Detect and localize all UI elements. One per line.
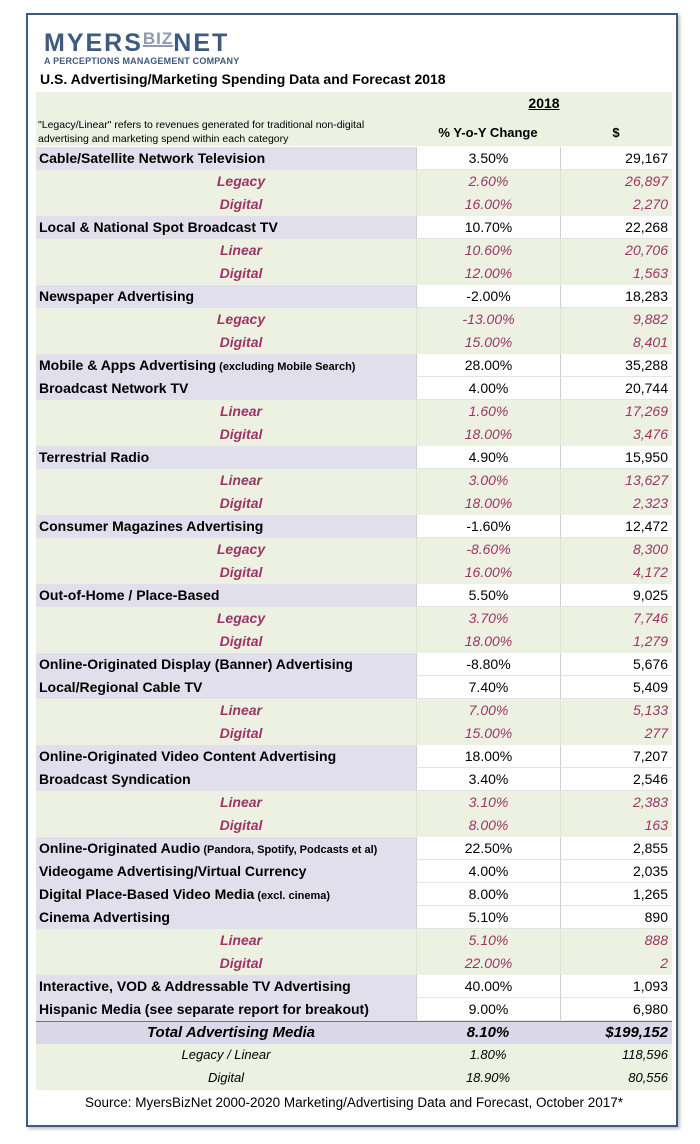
category-cell — [36, 768, 416, 791]
yoy-change-cell: 3.70% — [416, 607, 560, 630]
category-cell — [36, 998, 416, 1021]
category-cell — [36, 239, 416, 262]
total-dollars: 118,596 — [621, 1047, 668, 1062]
dollars-cell: 18,283 — [560, 285, 672, 308]
category-cell — [36, 906, 416, 929]
category-cell — [36, 791, 416, 814]
category-label: Legacy — [216, 173, 266, 189]
category-label: Interactive, VOD & Addressable TV Advertising — [39, 978, 351, 994]
category-label: Broadcast Syndication — [39, 771, 191, 787]
subcategory-row — [36, 262, 672, 285]
subcategory-row — [36, 699, 672, 722]
category-row — [36, 446, 672, 469]
category-label: Newspaper Advertising — [39, 288, 195, 304]
legacy-linear-note: "Legacy/Linear" refers to revenues generated for traditional non-digital advertising and marketing spend within each category — [38, 119, 365, 145]
yoy-change-cell: 4.00% — [416, 377, 560, 400]
logo-wordmark: MYERSBIZNET — [44, 29, 230, 57]
category-row — [36, 975, 672, 998]
category-label: Online-Originated Video Content Advertising — [39, 748, 337, 764]
total-label: Total Advertising Media — [146, 1024, 316, 1041]
category-label: Digital — [219, 334, 263, 350]
yoy-change-cell: 5.10% — [416, 929, 560, 952]
subcategory-row — [36, 929, 672, 952]
dollars-cell: 890 — [560, 906, 672, 929]
category-cell — [36, 469, 416, 492]
dollars-cell: 888 — [560, 929, 672, 952]
dollars-cell: 13,627 — [560, 469, 672, 492]
category-cell — [36, 515, 416, 538]
category-row — [36, 285, 672, 308]
yoy-change-cell: 18.00% — [416, 745, 560, 768]
category-label: Linear — [219, 932, 262, 948]
subcategory-row — [36, 630, 672, 653]
yoy-change-cell: 5.50% — [416, 584, 560, 607]
total-change: 1.80% — [469, 1047, 507, 1062]
dollars-cell: 277 — [560, 722, 672, 745]
yoy-change-cell: 8.00% — [416, 883, 560, 906]
subcategory-row — [36, 561, 672, 584]
yoy-change-cell: 3.50% — [416, 147, 560, 170]
total-change: 18.90% — [465, 1070, 511, 1085]
category-note: (Pandora, Spotify, Podcasts et al) — [200, 844, 378, 856]
dollars-cell: 5,676 — [560, 653, 672, 676]
dollars-cell: 7,746 — [560, 607, 672, 630]
dollars-cell: 1,563 — [560, 262, 672, 285]
dollars-cell: 2,855 — [560, 837, 672, 860]
category-cell — [36, 676, 416, 699]
total-dollars: 80,556 — [628, 1070, 668, 1085]
category-cell — [36, 722, 416, 745]
yoy-change-cell: 15.00% — [416, 722, 560, 745]
yoy-change-cell: 16.00% — [416, 193, 560, 216]
logo-tagline: A PERCEPTIONS MANAGEMENT COMPANY — [44, 56, 240, 66]
yoy-change-cell: 18.00% — [416, 492, 560, 515]
category-row — [36, 906, 672, 929]
category-cell — [36, 423, 416, 446]
category-cell — [36, 147, 416, 170]
column-header-dollars: $ — [612, 125, 620, 140]
total-row — [36, 1021, 672, 1045]
dollars-cell: 9,882 — [560, 308, 672, 331]
category-label: Legacy — [216, 541, 266, 557]
category-cell — [36, 952, 416, 975]
category-row — [36, 998, 672, 1021]
category-label: Legacy — [216, 311, 266, 327]
category-row — [36, 860, 672, 883]
category-cell — [36, 561, 416, 584]
category-label: Cable/Satellite Network Television — [39, 150, 266, 166]
total-breakdown-row — [36, 1044, 672, 1067]
category-cell — [36, 377, 416, 400]
subcategory-row — [36, 469, 672, 492]
category-label: Linear — [219, 403, 262, 419]
yoy-change-cell: 9.00% — [416, 998, 560, 1021]
dollars-cell: 5,133 — [560, 699, 672, 722]
yoy-change-cell: 10.70% — [416, 216, 560, 239]
yoy-change-cell: 7.00% — [416, 699, 560, 722]
dollars-cell: 2 — [560, 952, 672, 975]
category-label: Online-Originated Audio (Pandora, Spotify, Podcasts et al) — [39, 840, 378, 856]
dollars-cell: 22,268 — [560, 216, 672, 239]
dollars-cell: 8,300 — [560, 538, 672, 561]
dollars-cell: 7,207 — [560, 745, 672, 768]
yoy-change-cell: 22.00% — [416, 952, 560, 975]
category-label: Digital — [219, 196, 263, 212]
category-row — [36, 837, 672, 860]
category-label: Digital — [219, 955, 263, 971]
yoy-change-cell: 15.00% — [416, 331, 560, 354]
column-header-change: % Y-o-Y Change — [438, 125, 538, 140]
category-label: Digital Place-Based Video Media (excl. cinema) — [39, 886, 331, 902]
dollars-cell: 2,035 — [560, 860, 672, 883]
dollars-cell: 6,980 — [560, 998, 672, 1021]
category-cell — [36, 745, 416, 768]
source-note: Source: MyersBizNet 2000-2020 Marketing/Advertising Data and Forecast, October 2017* — [84, 1095, 624, 1110]
yoy-change-cell: 10.60% — [416, 239, 560, 262]
category-label: Digital — [219, 725, 263, 741]
category-cell — [36, 216, 416, 239]
category-label: Digital — [219, 817, 263, 833]
dollars-cell: 12,472 — [560, 515, 672, 538]
category-row — [36, 147, 672, 170]
report-title: U.S. Advertising/Marketing Spending Data and Forecast 2018 — [40, 71, 446, 87]
category-label: Hispanic Media (see separate report for breakout) — [39, 1001, 369, 1017]
category-cell — [36, 929, 416, 952]
category-row — [36, 653, 672, 676]
category-cell — [36, 860, 416, 883]
yoy-change-cell: 7.40% — [416, 676, 560, 699]
yoy-change-cell: 4.90% — [416, 446, 560, 469]
category-label: Consumer Magazines Advertising — [39, 518, 264, 534]
category-label: Digital — [219, 564, 263, 580]
yoy-change-cell: -8.60% — [416, 538, 560, 561]
yoy-change-cell: 18.00% — [416, 423, 560, 446]
category-cell — [36, 285, 416, 308]
subcategory-row — [36, 400, 672, 423]
total-dollars: $199,152 — [605, 1024, 668, 1041]
dollars-cell: 1,279 — [560, 630, 672, 653]
category-row — [36, 377, 672, 400]
category-label: Digital — [219, 426, 263, 442]
yoy-change-cell: -13.00% — [416, 308, 560, 331]
category-row — [36, 883, 672, 906]
category-cell — [36, 837, 416, 860]
category-cell — [36, 308, 416, 331]
company-logo — [44, 26, 239, 66]
category-label: Out-of-Home / Place-Based — [39, 587, 220, 603]
dollars-cell: 15,950 — [560, 446, 672, 469]
yoy-change-cell: 4.00% — [416, 860, 560, 883]
subcategory-row — [36, 492, 672, 515]
subcategory-row — [36, 538, 672, 561]
dollars-cell: 2,546 — [560, 768, 672, 791]
category-cell — [36, 975, 416, 998]
category-cell — [36, 699, 416, 722]
total-breakdown-row — [36, 1067, 672, 1090]
category-note: (excl. cinema) — [254, 890, 331, 902]
subcategory-row — [36, 239, 672, 262]
category-label: Linear — [219, 702, 262, 718]
total-label: Legacy / Linear — [181, 1047, 271, 1062]
category-label: Terrestrial Radio — [39, 449, 150, 465]
subcategory-row — [36, 193, 672, 216]
category-label: Cinema Advertising — [39, 909, 170, 925]
category-row — [36, 515, 672, 538]
category-row — [36, 768, 672, 791]
category-cell — [36, 446, 416, 469]
table-header — [36, 92, 672, 146]
yoy-change-cell: -1.60% — [416, 515, 560, 538]
dollars-cell: 4,172 — [560, 561, 672, 584]
dollars-cell: 3,476 — [560, 423, 672, 446]
category-cell — [36, 630, 416, 653]
category-row — [36, 676, 672, 699]
category-cell — [36, 193, 416, 216]
category-row — [36, 745, 672, 768]
category-label: Videogame Advertising/Virtual Currency — [39, 863, 307, 879]
category-label: Digital — [219, 495, 263, 511]
category-cell — [36, 814, 416, 837]
category-label: Broadcast Network TV — [39, 380, 189, 396]
yoy-change-cell: 22.50% — [416, 837, 560, 860]
category-label: Local & National Spot Broadcast TV — [39, 219, 278, 235]
subcategory-row — [36, 791, 672, 814]
total-label: Digital — [207, 1070, 245, 1085]
subcategory-row — [36, 170, 672, 193]
category-label: Mobile & Apps Advertising (excluding Mobile Search) — [39, 357, 356, 373]
year-header: 2018 — [528, 95, 560, 111]
dollars-cell: 20,744 — [560, 377, 672, 400]
total-change: 8.10% — [466, 1024, 510, 1041]
dollars-cell: 2,323 — [560, 492, 672, 515]
dollars-cell: 26,897 — [560, 170, 672, 193]
category-row — [36, 584, 672, 607]
yoy-change-cell: 3.40% — [416, 768, 560, 791]
subcategory-row — [36, 722, 672, 745]
category-cell — [36, 170, 416, 193]
category-cell — [36, 653, 416, 676]
yoy-change-cell: 2.60% — [416, 170, 560, 193]
dollars-cell: 17,269 — [560, 400, 672, 423]
dollars-cell: 20,706 — [560, 239, 672, 262]
category-cell — [36, 883, 416, 906]
subcategory-row — [36, 952, 672, 975]
yoy-change-cell: 3.10% — [416, 791, 560, 814]
category-label: Digital — [219, 633, 263, 649]
yoy-change-cell: 1.60% — [416, 400, 560, 423]
dollars-cell: 163 — [560, 814, 672, 837]
category-cell — [36, 584, 416, 607]
category-label: Linear — [219, 794, 262, 810]
category-label: Digital — [219, 265, 263, 281]
category-label: Linear — [219, 242, 262, 258]
subcategory-row — [36, 308, 672, 331]
category-label: Linear — [219, 472, 262, 488]
yoy-change-cell: 3.00% — [416, 469, 560, 492]
category-label: Online-Originated Display (Banner) Advertising — [39, 656, 353, 672]
category-label: Legacy — [216, 610, 266, 626]
category-label: Local/Regional Cable TV — [39, 679, 203, 695]
category-cell — [36, 538, 416, 561]
dollars-cell: 1,093 — [560, 975, 672, 998]
category-cell — [36, 262, 416, 285]
category-cell — [36, 607, 416, 630]
category-cell — [36, 354, 416, 377]
dollars-cell: 2,270 — [560, 193, 672, 216]
dollars-cell: 9,025 — [560, 584, 672, 607]
subcategory-row — [36, 607, 672, 630]
yoy-change-cell: 16.00% — [416, 561, 560, 584]
dollars-cell: 29,167 — [560, 147, 672, 170]
subcategory-row — [36, 331, 672, 354]
dollars-cell: 8,401 — [560, 331, 672, 354]
subcategory-row — [36, 814, 672, 837]
subcategory-row — [36, 423, 672, 446]
yoy-change-cell: 40.00% — [416, 975, 560, 998]
yoy-change-cell: 28.00% — [416, 354, 560, 377]
category-row — [36, 354, 672, 377]
category-cell — [36, 331, 416, 354]
yoy-change-cell: -8.80% — [416, 653, 560, 676]
category-note: (excluding Mobile Search) — [216, 361, 356, 373]
yoy-change-cell: 8.00% — [416, 814, 560, 837]
dollars-cell: 1,265 — [560, 883, 672, 906]
dollars-cell: 35,288 — [560, 354, 672, 377]
yoy-change-cell: -2.00% — [416, 285, 560, 308]
category-row — [36, 216, 672, 239]
yoy-change-cell: 5.10% — [416, 906, 560, 929]
dollars-cell: 2,383 — [560, 791, 672, 814]
category-cell — [36, 400, 416, 423]
category-cell — [36, 492, 416, 515]
dollars-cell: 5,409 — [560, 676, 672, 699]
yoy-change-cell: 12.00% — [416, 262, 560, 285]
yoy-change-cell: 18.00% — [416, 630, 560, 653]
